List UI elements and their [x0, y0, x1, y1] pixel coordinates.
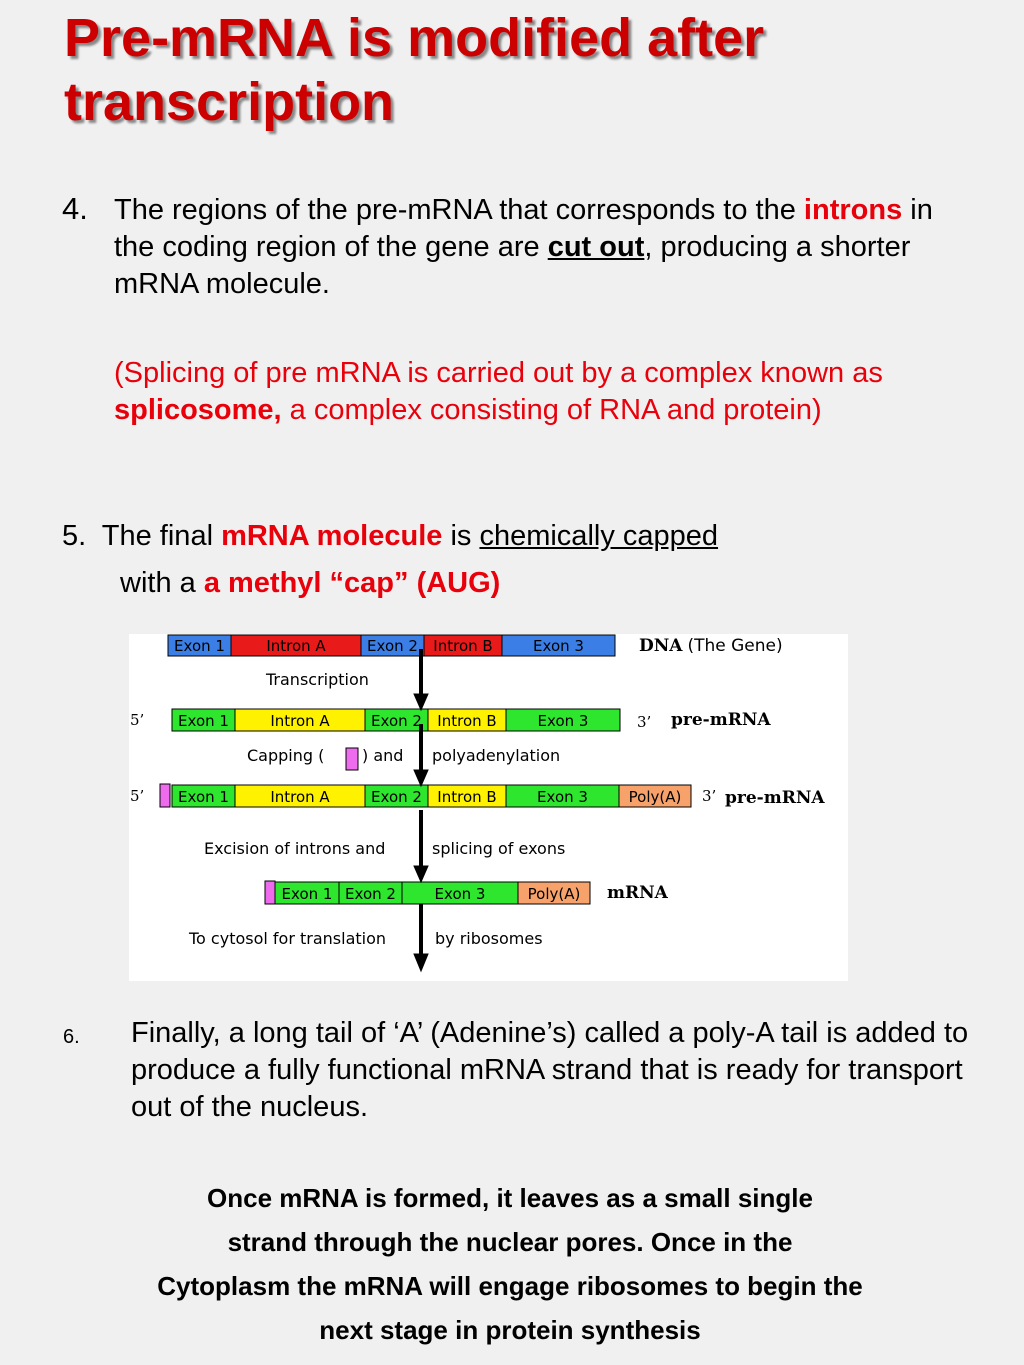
closing-line-4: next stage in protein synthesis: [319, 1315, 701, 1345]
step-cytosol-left: To cytosol for translation: [189, 929, 387, 948]
splicing-note: [114, 355, 944, 429]
page-title: Pre-mRNA is modified after transcription: [64, 8, 765, 132]
row4-methyl-cap: [265, 881, 275, 904]
row2-segment-label-2: Intron A: [270, 712, 330, 730]
row3-five-prime: 5’: [130, 787, 145, 805]
row3-segment-label-5: Exon 3: [537, 788, 588, 806]
chemically-capped-highlight: chemically capped: [479, 520, 719, 552]
arrow-head-capping: [414, 770, 428, 786]
point-4-number: 4.: [62, 191, 88, 226]
step-capping-left-a: Capping (: [247, 746, 325, 765]
dna-label-rest: (The Gene): [687, 636, 783, 656]
splicosome-highlight: splicosome,: [114, 394, 282, 426]
point-5-text-a: The final: [101, 520, 222, 552]
row1-segment-label-2: Intron A: [266, 637, 326, 655]
point-5-text-b: is: [442, 520, 480, 552]
step-cytosol-right: by ribosomes: [435, 929, 543, 948]
dna-label-bold: DNA: [639, 636, 683, 656]
row3-methyl-cap: [160, 784, 170, 807]
step-excision-right: splicing of exons: [432, 839, 566, 858]
row2-five-prime: 5’: [130, 711, 145, 729]
row1-segment-label-4: Intron B: [433, 637, 493, 655]
dna-label: [639, 636, 783, 656]
splicing-note-b: a complex consisting of RNA and protein): [281, 394, 822, 426]
point-4-text-b: in the coding region of the gene are: [114, 194, 933, 263]
row1-segment-label-1: Exon 1: [174, 637, 225, 655]
step-transcription: Transcription: [266, 670, 369, 689]
mrna-processing-diagram: [129, 634, 848, 981]
row2-segment-label-5: Exon 3: [537, 712, 589, 730]
row1-segment-label-3: Exon 2: [367, 637, 418, 655]
point-4-text: [114, 192, 944, 303]
cut-out-highlight: cut out: [547, 231, 645, 263]
point-5-line-1: [62, 518, 962, 555]
row3-segment-label-2: Intron A: [270, 788, 330, 806]
point-5-line-2: [120, 565, 960, 602]
closing-line-2: strand through the nuclear pores. Once in the: [227, 1227, 793, 1257]
point-4-text-a: The regions of the pre-mRNA that corresponds to the: [114, 194, 804, 226]
row3-pre-mrna-label: pre-mRNA: [725, 788, 825, 808]
flow-arrows: [414, 649, 428, 971]
row2-pre-mrna-label: pre-mRNA: [671, 710, 771, 730]
point-5-line-2-a: with a: [120, 567, 204, 599]
row1-segment-label-5: Exon 3: [533, 637, 584, 655]
closing-line-1: Once mRNA is formed, it leaves as a small single: [207, 1183, 813, 1213]
row3-segment-label-4: Intron B: [437, 788, 497, 806]
diagram-svg: [129, 634, 848, 981]
point-5-number: 5.: [62, 520, 87, 552]
row4-segment-label-2: Exon 2: [345, 885, 396, 903]
point-6-text: Finally, a long tail of ‘A’ (Adenine’s) called a poly-A tail is added to produce a fully functional mRNA strand that is ready for transport out of the nucleus.: [131, 1017, 969, 1123]
splicing-note-a: (Splicing of pre mRNA is carried out by a complex known as: [114, 357, 883, 389]
step-capping-left-b: ) and: [362, 746, 404, 765]
row2-three-prime: 3’: [637, 713, 652, 731]
closing-line-3: Cytoplasm the mRNA will engage ribosomes to begin the: [157, 1271, 863, 1301]
row3-segment-label-6: Poly(A): [628, 788, 682, 806]
row4-segment-label-3: Exon 3: [434, 885, 486, 903]
step-excision-left: Excision of introns and: [204, 839, 386, 858]
arrow-head-splicing: [414, 866, 428, 882]
row4-segment-label-1: Exon 1: [281, 885, 333, 903]
methyl-cap-highlight: a methyl “cap” (AUG): [203, 567, 501, 599]
introns-highlight: introns: [803, 194, 903, 226]
row4-segment-label-4: Poly(A): [527, 885, 581, 903]
step-capping-right: polyadenylation: [432, 746, 561, 765]
cap-icon: [346, 748, 358, 770]
row2-segment-label-4: Intron B: [437, 712, 497, 730]
row4-mrna-label: mRNA: [607, 883, 668, 903]
row3-three-prime: 3’: [702, 787, 717, 805]
closing-statement: [60, 1176, 960, 1352]
arrow-head-cytosol: [414, 954, 428, 971]
row3-segment-label-3: Exon 2: [371, 788, 422, 806]
point-6-number: 6.: [63, 1026, 80, 1048]
row2-segment-label-1: Exon 1: [178, 712, 229, 730]
arrow-head-transcription: [414, 694, 428, 710]
row3-segment-label-1: Exon 1: [178, 788, 229, 806]
mrna-molecule-highlight: mRNA molecule: [221, 520, 443, 552]
row2-segment-label-3: Exon 2: [371, 712, 422, 730]
point-4-text-c: , producing a shorter mRNA molecule.: [114, 231, 911, 300]
